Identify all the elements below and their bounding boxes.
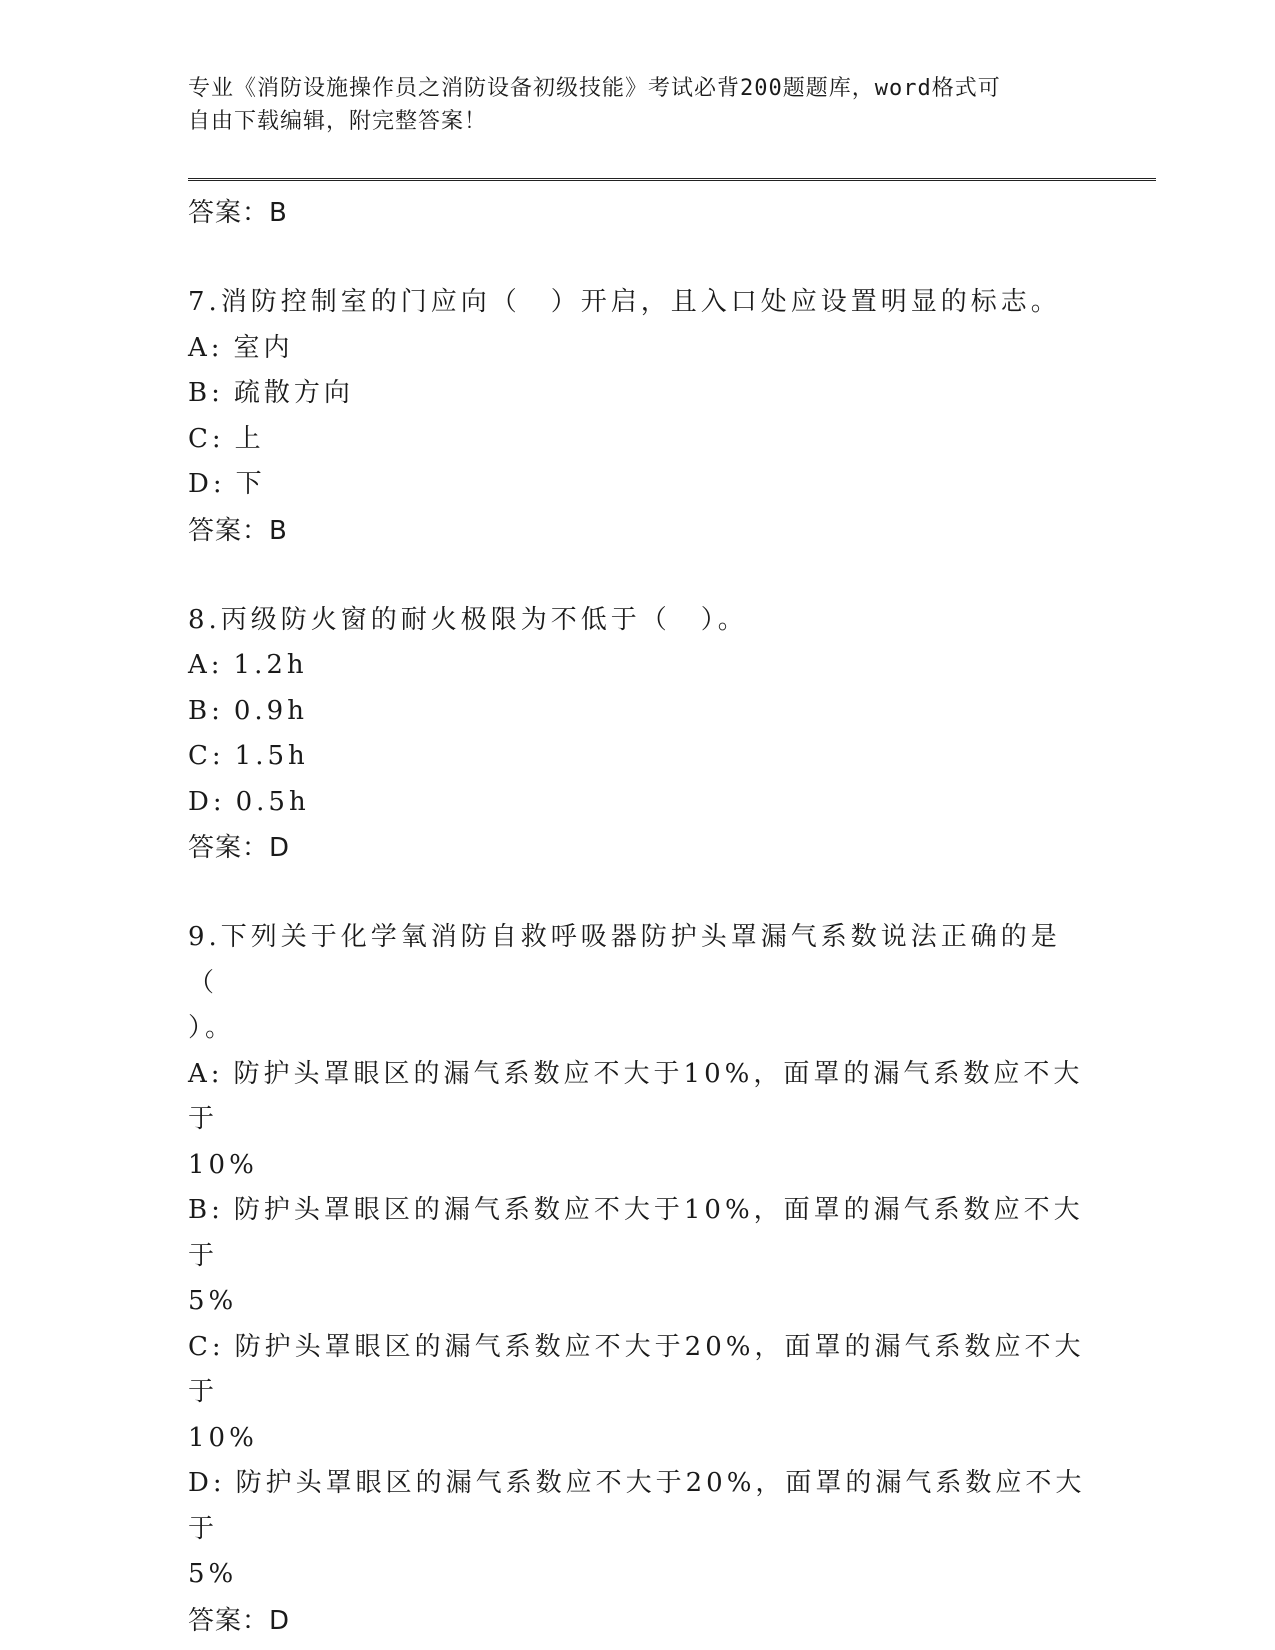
option-a bbox=[188, 643, 1088, 689]
option-c bbox=[188, 417, 1088, 463]
option-text: 0.5h bbox=[235, 786, 310, 817]
option-key: C: bbox=[188, 423, 225, 454]
question-8 bbox=[188, 598, 1088, 872]
question-title: 8.丙级防火窗的耐火极限为不低于（ ）。 bbox=[188, 604, 748, 635]
option-c bbox=[188, 1325, 1088, 1416]
option-text: 1.2h bbox=[233, 650, 308, 680]
option-b bbox=[188, 1188, 1088, 1279]
header-divider bbox=[188, 178, 1156, 181]
option-text: 防护头罩眼区的漏气系数应不大于10%，面罩的漏气系数应不大于 bbox=[188, 1058, 1084, 1134]
option-key: B: bbox=[188, 1195, 224, 1225]
answer-label: 答案：B bbox=[188, 198, 288, 228]
option-text: 防护头罩眼区的漏气系数应不大于20%，面罩的漏气系数应不大于 bbox=[188, 1331, 1085, 1407]
option-c bbox=[188, 734, 1088, 780]
option-key: D: bbox=[188, 786, 226, 817]
spacer bbox=[188, 871, 1088, 915]
answer-label: 答案：B bbox=[188, 515, 288, 546]
option-key: A: bbox=[188, 650, 224, 680]
option-key: B: bbox=[188, 695, 224, 726]
answer-label: 答案：D bbox=[188, 833, 291, 863]
spacer bbox=[188, 236, 1088, 280]
option-key: C: bbox=[188, 1331, 225, 1362]
option-key: D: bbox=[188, 1468, 226, 1498]
option-key: D: bbox=[188, 469, 226, 499]
option-text: 防护头罩眼区的漏气系数应不大于10%，面罩的漏气系数应不大于 bbox=[188, 1195, 1084, 1271]
option-text: 下 bbox=[235, 469, 266, 499]
question-9 bbox=[188, 915, 1088, 1644]
option-d bbox=[188, 462, 1088, 508]
option-text: 防护头罩眼区的漏气系数应不大于20%，面罩的漏气系数应不大于 bbox=[188, 1468, 1086, 1544]
option-text: 室内 bbox=[233, 332, 294, 363]
option-text: 疏散方向 bbox=[233, 378, 354, 408]
option-key: B: bbox=[188, 378, 224, 408]
option-c-continuation: 10% bbox=[188, 1422, 258, 1453]
spacer bbox=[188, 554, 1088, 598]
header-line-2: 自由下载编辑，附完整答案！ bbox=[188, 109, 488, 134]
option-a bbox=[188, 1052, 1088, 1143]
question-list bbox=[188, 190, 1088, 1644]
option-key: A: bbox=[188, 1058, 224, 1089]
option-text: 0.9h bbox=[233, 695, 308, 726]
option-text: 1.5h bbox=[234, 741, 309, 771]
option-d bbox=[188, 1461, 1088, 1552]
option-key: A: bbox=[188, 332, 224, 363]
header-line-1: 专业《消防设施操作员之消防设备初级技能》考试必背200题题库，word格式可 bbox=[188, 76, 1001, 101]
option-d-continuation: 5% bbox=[188, 1559, 238, 1589]
question-title-line-2: ）。 bbox=[188, 1013, 236, 1043]
question-title: 7.消防控制室的门应向（ ）开启，且入口处应设置明显的标志。 bbox=[188, 287, 1061, 317]
option-text: 上 bbox=[234, 423, 265, 454]
option-b bbox=[188, 689, 1088, 735]
option-key: C: bbox=[188, 741, 225, 771]
option-a-continuation: 10% bbox=[188, 1149, 258, 1180]
option-d bbox=[188, 780, 1088, 826]
option-b bbox=[188, 371, 1088, 417]
answer-label: 答案：D bbox=[188, 1605, 291, 1636]
question-7 bbox=[188, 280, 1088, 554]
document-header bbox=[188, 72, 1068, 138]
option-b-continuation: 5% bbox=[188, 1286, 238, 1316]
option-a bbox=[188, 326, 1088, 372]
question-title-line-1: 9.下列关于化学氧消防自救呼吸器防护头罩漏气系数说法正确的是（ bbox=[188, 922, 1061, 998]
